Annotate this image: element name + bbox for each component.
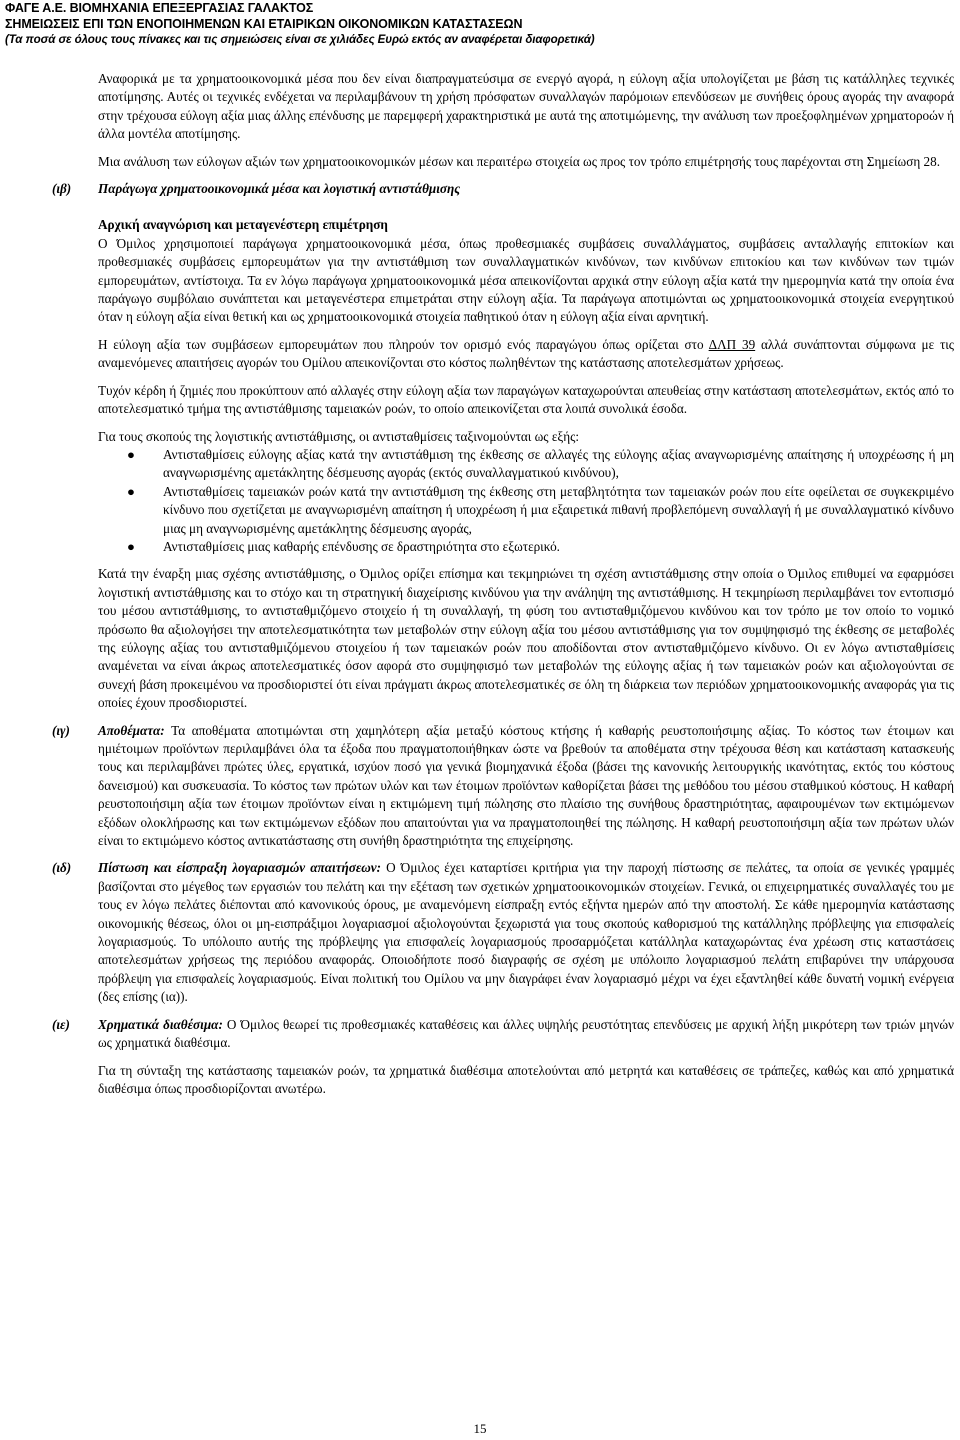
paragraph: Για τους σκοπούς της λογιστικής αντιστάθμισης, οι αντισταθμίσεις ταξινομούνται ως εξής: <box>98 428 580 444</box>
paragraph: Η εύλογη αξία των συμβάσεων εμπορευμάτων που πληρούν τον ορισμό ενός παραγώγου όπως ορίζεται στο ΔΛΠ 39 αλλά συνάπτονται σύμφωνα με τις αναμενόμενες απαιτήσεις αγορών του Ομίλου απεικονίζονται στο κόστος πωληθέντων της κατάστασης αποτελεσμάτων χρήσεως. <box>98 336 955 371</box>
paragraph: Χρηματικά διαθέσιμα: Ο Όμιλος θεωρεί τις προθεσμιακές καταθέσεις και άλλες υψηλής ρευστότητας επενδύσεις με αρχική λήξη μικρότερη των τριών μηνών ως χρηματικά διαθέσιμα. <box>98 1016 954 1051</box>
list-item: ● Αντισταθμίσεις μιας καθαρής επένδυσης σε δραστηριότητα στο εξωτερικό. <box>163 538 954 556</box>
intro-paragraph-1: Αναφορικά με τα χρηματοοικονομικά μέσα που δεν είναι διαπραγματεύσιμα σε ενεργό αγορά, η εύλογη αξία υπολογίζεται με βάση τις κατάλληλες τεχνικές αποτίμησης. Αυτές οι τεχνικές ενδέχεται να περιλαμβάνουν τη χρήση πρόσφατων συναλλαγών παρόμοιων επενδύσεων με συνήθεις όρους αγοράς την αναφορά στην τρέχουσα εύλογη αξία μιας άλλης επένδυσης με παρεμφερή χαρακτηριστικά με αυτά της αποτιμώμενης, την ανάλυση των προεξοφλημένων χρηματοροών ή άλλα μοντέλα αποτίμησης. <box>98 71 954 142</box>
section-number: (ιγ) <box>52 722 70 738</box>
company-name: ΦΑΓΕ Α.Ε. ΒΙΟΜΗΧΑΝΙΑ ΕΠΕΞΕΡΓΑΣΙΑΣ ΓΑΛΑΚΤΟΣ <box>5 1 314 15</box>
paragraph: Αποθέματα: Τα αποθέματα αποτιμώνται στη χαμηλότερη αξία μεταξύ κόστους κτήσης ή καθαρής ρευστοποιήσιμης αξίας. Το κόστος των έτοιμων και ημιέτοιμων προϊόντων περιλαμβάνει όλα τα έξοδα που πραγματοποιήθηκαν ώστε να βρεθούν τα αποθέματα στην τρέχουσα θέση και κατάσταση κατασκευής τους και περιλαμβάνει πρώτες ύλες, εργατικά, ισχύον ποσό για γενικά βιομηχανικά έξοδα (βάσει της κανονικής λειτουργικής ικανότητας, εκτός του κόστους δανεισμού) και συσκευασία. Το κόστος των πρώτων υλών και των έτοιμων προϊόντων καθορίζεται βάσει της μεθόδου του μέσου σταθμικού κόστους. Η καθαρή ρευστοποιήσιμη αξία των έτοιμων προϊόντων είναι η εκτιμώμενη τιμή πώλησης στο πλαίσιο της συνήθους δραστηριότητας, αφαιρουμένων των εκτιμώμενων εξόδων ολοκλήρωσης και των εκτιμώμενων εξόδων που απαιτούνται για να πραγματοποιηθεί της πώλησης. Η καθαρή ρευστοποιήσιμη αξία των πρώτων υλών είναι το εκτιμώμενο κόστος αντικατάστασης στη συνήθη δραστηριότητα της επιχείρησης. <box>98 722 954 849</box>
section-number: (ιβ) <box>52 181 72 197</box>
hedge-types-list <box>0 446 960 556</box>
section-heading: Πίστωση και είσπραξη λογαριασμών απαιτήσεων: <box>98 860 382 876</box>
intro-block <box>0 70 960 171</box>
section-subtitle: Αρχική αναγνώριση και μεταγενέστερη επιμέτρηση <box>98 217 388 233</box>
section-title: Παράγωγα χρηματοοικονομικά μέσα και λογιστική αντιστάθμισης <box>98 181 461 197</box>
notes-title: ΣΗΜΕΙΩΣΕΙΣ ΕΠΙ ΤΩΝ ΕΝΟΠΟΙΗΜΕΝΩΝ ΚΑΙ ΕΤΑΙΡΙΚΩΝ ΟΙΚΟΝΟΜΙΚΩΝ ΚΑΤΑΣΤΑΣΕΩΝ <box>5 17 523 32</box>
paragraph: Για τη σύνταξη της κατάστασης ταμειακών ροών, τα χρηματικά διαθέσιμα αποτελούνται από μετρητά και καταθέσεις σε τράπεζες, καθώς και από χρηματικά διαθέσιμα όπως προσδιορίζονται ανωτέρω. <box>98 1062 954 1096</box>
section-number: (ιδ) <box>52 860 72 876</box>
list-item: ● Αντισταθμίσεις ταμειακών ροών κατά την αντιστάθμιση της έκθεσης στη μεταβλητότητα των ταμειακών ροών που είτε οφείλεται σε συγκεκριμένο κίνδυνο που σχετίζεται με αναγνωρισμένη απαίτηση ή υποχρέωση ή μια εξαιρετικά πιθανή προβλεπόμενη συναλλαγή ή με συναλλαγματικό κίνδυνο μιας μη αναγνωρισμένης αμετάκλητης δέσμευσης αγοράς, <box>127 483 954 536</box>
section-heading: Αποθέματα: <box>98 722 165 738</box>
bullet-icon: ● <box>127 483 135 499</box>
section-ie <box>0 1016 960 1099</box>
section-id <box>0 859 960 1006</box>
bullet-icon: ● <box>127 446 135 462</box>
page-header <box>5 0 955 49</box>
page-body <box>0 70 960 1098</box>
bullet-icon: ● <box>127 538 135 554</box>
paragraph: Κατά την έναρξη μιας σχέσης αντιστάθμισης, ο Όμιλος ορίζει επίσημα και τεκμηριώνει τη σχέση αντιστάθμισης στην οποία ο Όμιλος επιθυμεί να εφαρμόσει λογιστική αντιστάθμισης και το στόχο και τη στρατηγική διαχείρισης κινδύνου για την ανάληψη της αντιστάθμισης. Η τεκμηρίωση περιλαμβάνει τον εντοπισμό του μέσου αντιστάθμισης, το αντισταθμιζόμενο στοιχείο ή τη συναλλαγή, τη φύση του αντισταθμιζόμενου κινδύνου και τον τρόπο με τον οποίο το νομικό πρόσωπο θα αξιολογήσει την αποτελεσματικότητα των μεταβολών στην εύλογη αξία του μέσου αντιστάθμισης για τον συμψηφισμό της έκθεσης σε μεταβολές της εύλογης αξίας του αντισταθμιζόμενου στοιχείου ή των ταμειακών ροών που αποδίδονται στον αντισταθμιζόμενο κίνδυνο. Οι εν λόγω αντισταθμίσεις αναμένεται να είναι άκρως αποτελεσματικές όσον αφορά στο συμψηφισμό των μεταβολών της εύλογης αξίας ή των ταμειακών ροών και αξιολογούνται σε συνεχή βάση προκειμένου να προσδιοριστεί ότι είναι πράγματι άκρως αποτελεσματικές σε όλη τη διάρκεια των περιόδων χρηματοοικονομικής αναφοράς για τις οποίες έχουν προσδιοριστεί. <box>98 566 954 711</box>
amounts-note: (Τα ποσά σε όλους τους πίνακες και τις σημειώσεις είναι σε χιλιάδες Ευρώ εκτός αν αναφέρεται διαφορετικά) <box>5 33 595 47</box>
list-item: ● Αντισταθμίσεις εύλογης αξίας κατά την αντιστάθμιση της έκθεσης σε αλλαγές της εύλογης αξίας αναγνωρισμένης απαίτησης ή υποχρέωσης ή μη αναγνωρισμένης αμετάκλητης δέσμευσης αγοράς (εκτός συναλλαγματικού κινδύνου), <box>127 446 954 481</box>
section-ig <box>0 722 960 851</box>
section-number: (ιε) <box>52 1016 70 1032</box>
paragraph: Πίστωση και είσπραξη λογαριασμών απαιτήσεων: Ο Όμιλος έχει καταρτίσει κριτήρια για την παροχή πίστωσης σε πελάτες, τα οποία σε γενικές γραμμές βασίζονται στο μέγεθος των εργασιών του πελάτη και την εξέταση των σχετικών χρηματοοικονομικών στοιχείων. Γενικά, οι επιχειρηματικές συναλλαγές του με τους εν λόγω πελάτες διέπονται από κανονικούς όρους, με αναμενόμενη είσπραξη εντός εξήντα ημερών από την αποστολή. Σε κάθε ημερομηνία κατάστασης οικονομικής θέσεως, όλοι οι μη-εισπράξιμοι λογαριασμοί αξιολογούνται ξεχωριστά για τους σκοπούς καθορισμού της κατάλληλης πρόβλεψης για επισφαλείς λογαριασμούς. Το υπόλοιπο αυτής της πρόβλεψης για επισφαλείς λογαριασμούς προσαρμόζεται κατάλληλα καταχωρώντας ένα χρέωση στις καταστάσεις αποτελεσμάτων χρήσεως της περιόδου αναφοράς. Οποιοδήποτε ποσό διαγραφής σε σχέση με υπόλοιπο λογαριασμού πελάτη επιβαρύνει την υπάρχουσα πρόβλεψη για επισφαλείς λογαριασμούς. Είναι πολιτική του Ομίλου να μην διαγράφει έναν λογαριασμό μέχρι να έχει εξαντληθεί κάθε δυνατή νομική ενέργεια (δες επίσης (ια)). <box>98 860 954 1005</box>
paragraph: Τυχόν κέρδη ή ζημιές που προκύπτουν από αλλαγές στην εύλογη αξία των παραγώγων καταχωρούνται απευθείας στην κατάσταση αποτελεσμάτων, εκτός από το αποτελεσματικό τμήμα της αντιστάθμισης ταμειακών ροών, το οποίο απεικονίζεται στα λοιπά συνολικά έσοδα. <box>98 382 954 417</box>
paragraph: Ο Όμιλος χρησιμοποιεί παράγωγα χρηματοοικονομικά μέσα, όπως προθεσμιακές συμβάσεις συναλλάγματος, συμβάσεις ανταλλαγής επιτοκίων και προθεσμιακές συμβάσεις εμπορευμάτων για την αντιστάθμιση των συναλλαγματικών κινδύνων, των κινδύνων επιτοκίου και των κινδύνων των τιμών εμπορευμάτων, αντίστοιχα. Τα εν λόγω παράγωγα χρηματοοικονομικά μέσα απεικονίζονται αρχικά στην εύλογη αξία κατά την ημερομηνία κατά την οποία ένα παράγωγο συμβόλαιο συνάπτεται και μεταγενέστερα επιμετράται στην εύλογη αξία. Τα παράγωγα αποτιμώνται ως χρηματοοικονομικά στοιχεία ενεργητικού όταν η εύλογη αξία είναι θετική και ως χρηματοοικονομικά στοιχεία παθητικού όταν η εύλογη αξία είναι αρνητική. <box>98 235 954 325</box>
intro-paragraph-2: Μια ανάλυση των εύλογων αξιών των χρηματοοικονομικών μέσων και περαιτέρω στοιχεία ως προς τον τρόπο επιμέτρησής τους παρέχονται στη Σημείωση 28. <box>98 153 941 169</box>
ias39-reference: ΔΛΠ 39 <box>708 336 756 352</box>
section-ib <box>0 180 960 446</box>
page-number: 15 <box>473 1421 487 1436</box>
section-heading: Χρηματικά διαθέσιμα: <box>98 1016 223 1032</box>
